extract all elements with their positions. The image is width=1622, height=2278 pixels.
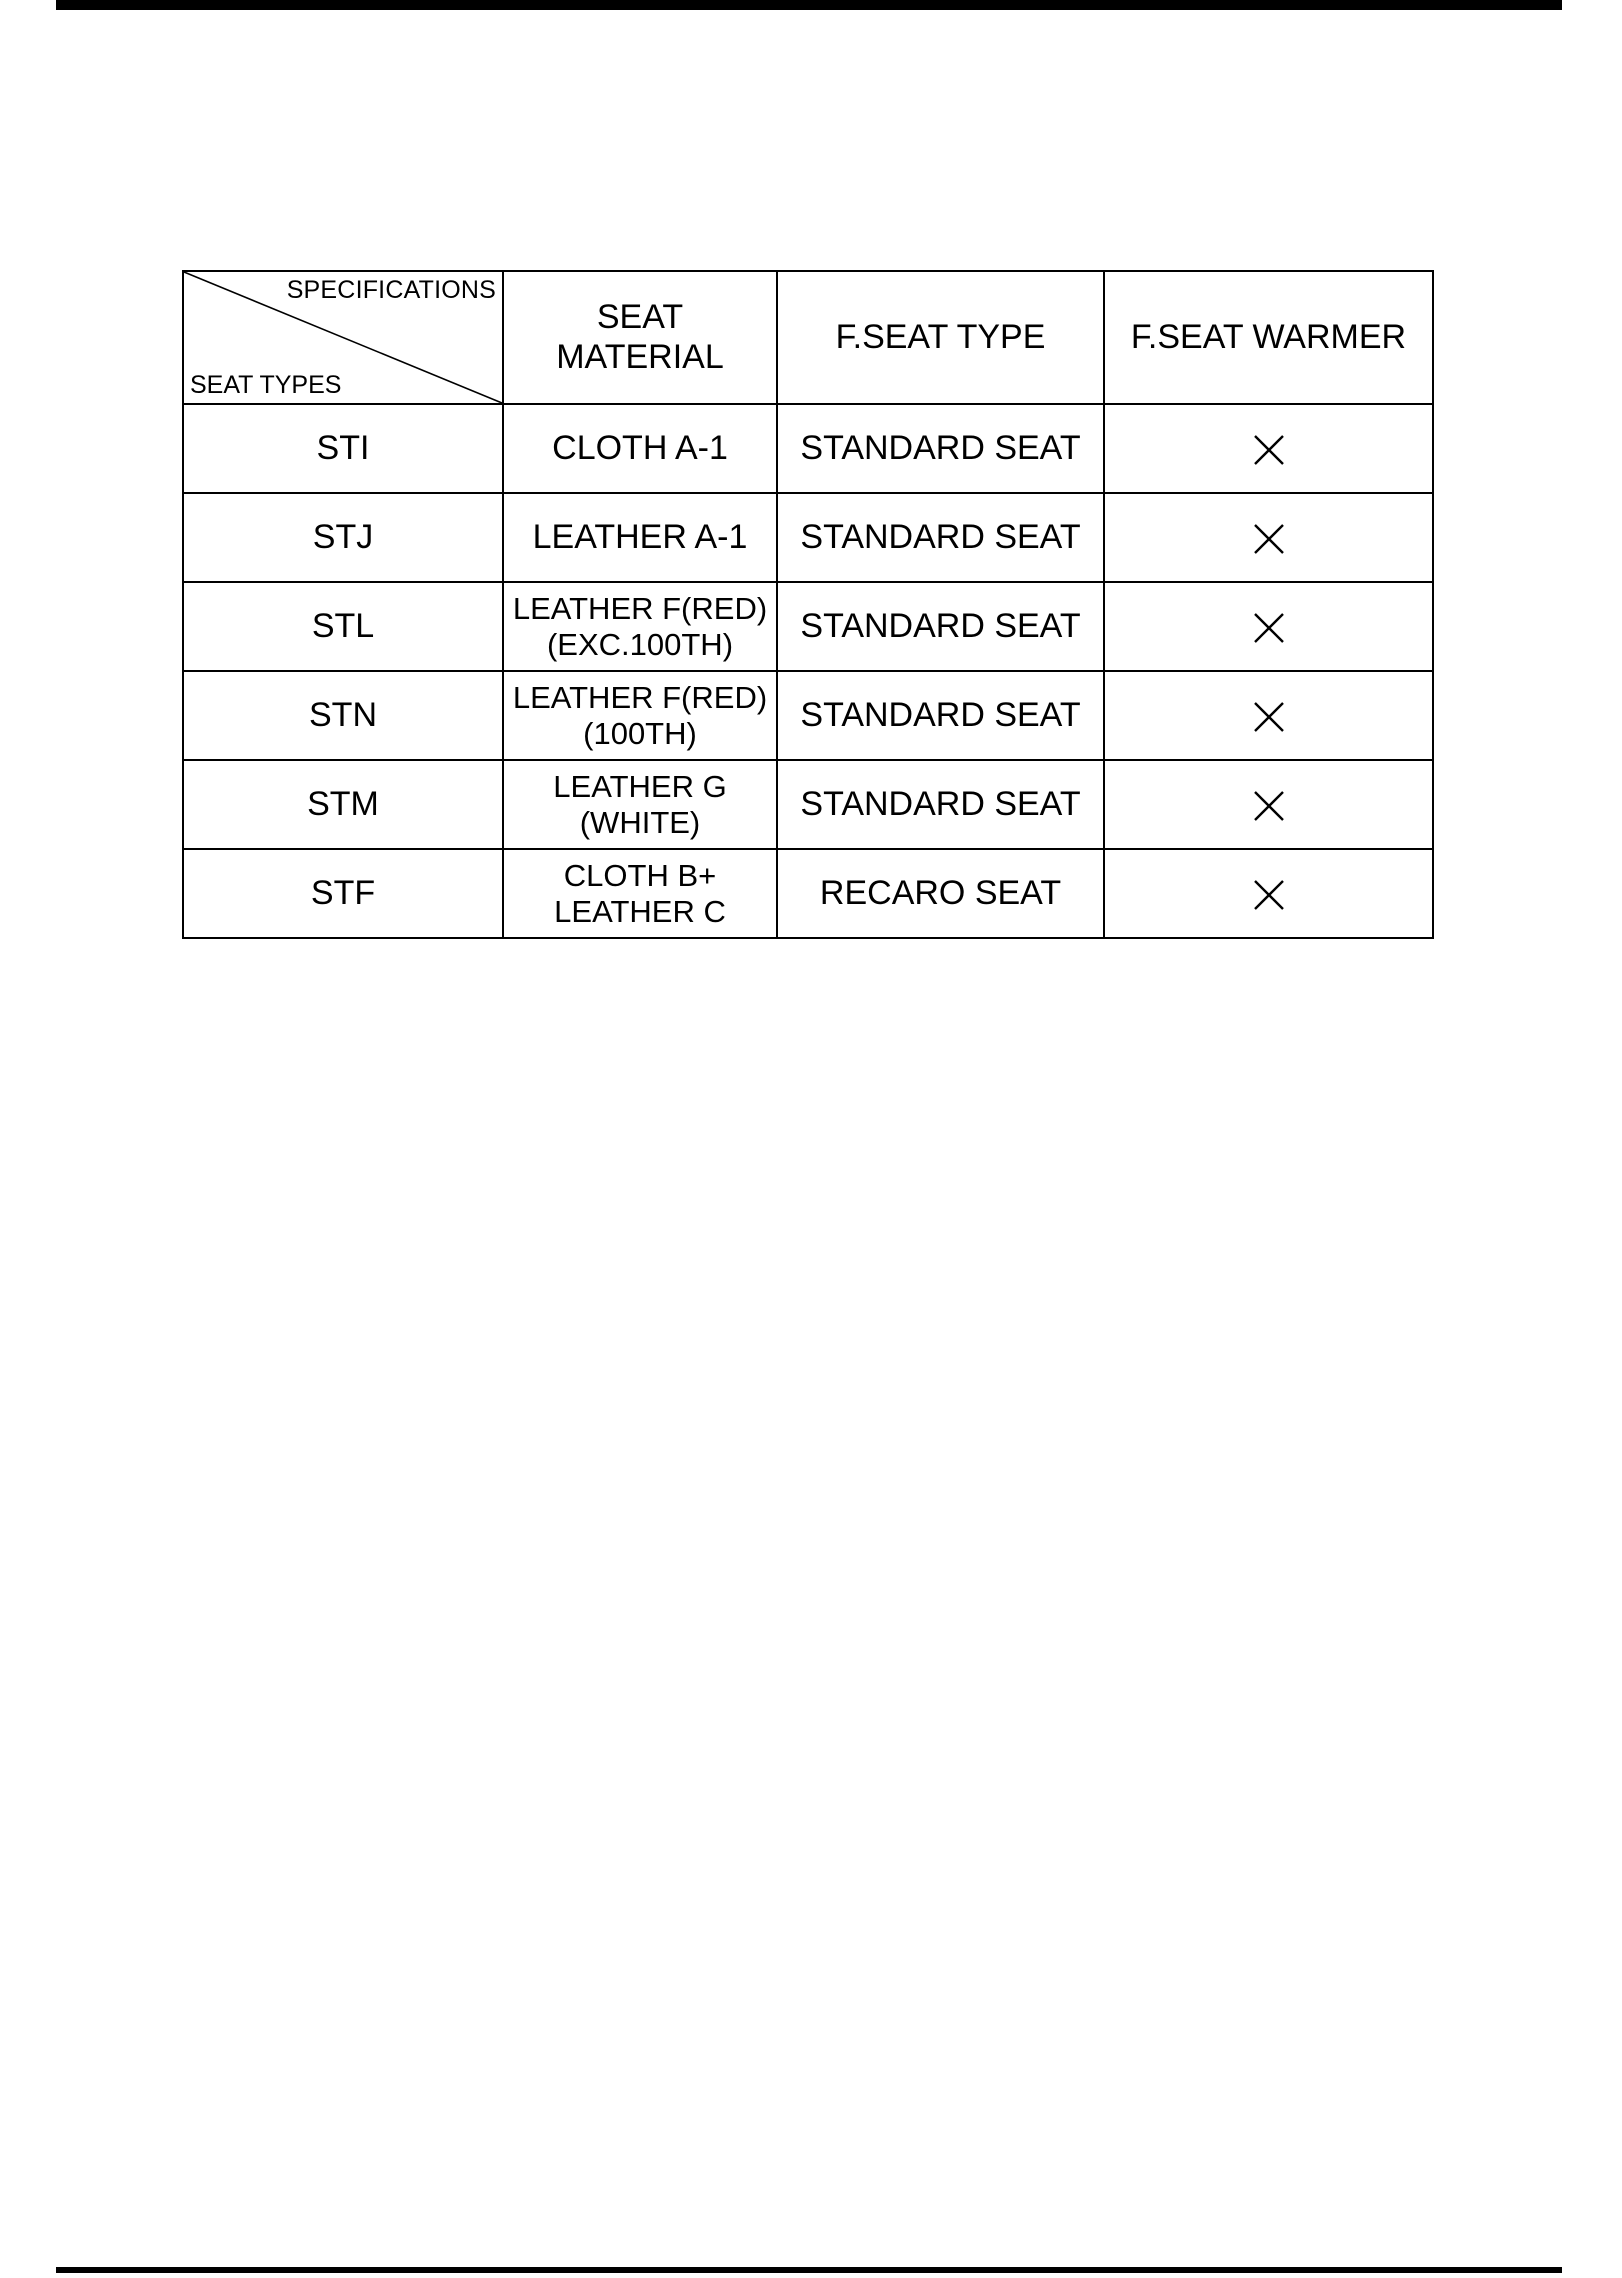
header-seat-warmer: F.SEAT WARMER — [1104, 271, 1433, 404]
seat-types-label: SEAT TYPES — [190, 371, 342, 400]
header-seat-material-line: SEAT — [596, 298, 684, 337]
table-row — [183, 582, 1433, 671]
table-row — [183, 671, 1433, 760]
seat-type-code: STJ — [183, 493, 503, 582]
seat-material-line: (WHITE) — [579, 804, 701, 840]
seat-material — [503, 760, 777, 849]
table-row — [183, 849, 1433, 938]
cross-icon — [1252, 522, 1286, 556]
seat-material — [503, 849, 777, 938]
front-seat-type: STANDARD SEAT — [777, 760, 1104, 849]
front-seat-warmer — [1104, 582, 1433, 671]
front-seat-warmer — [1104, 404, 1433, 493]
seat-material-line: (100TH) — [583, 715, 697, 751]
seat-type-code: STI — [183, 404, 503, 493]
front-seat-warmer — [1104, 493, 1433, 582]
top-rule — [56, 0, 1562, 10]
table-row — [183, 493, 1433, 582]
bottom-rule — [56, 2267, 1562, 2273]
seat-material-line: CLOTH A-1 — [552, 428, 728, 467]
table-row — [183, 404, 1433, 493]
front-seat-warmer — [1104, 671, 1433, 760]
seat-material-line: LEATHER C — [554, 893, 726, 929]
seat-material-line: LEATHER F(RED) — [512, 679, 768, 715]
cross-icon — [1252, 611, 1286, 645]
seat-type-code: STL — [183, 582, 503, 671]
front-seat-warmer — [1104, 760, 1433, 849]
front-seat-type: STANDARD SEAT — [777, 671, 1104, 760]
seat-material — [503, 582, 777, 671]
table-row — [183, 760, 1433, 849]
seat-type-code: STF — [183, 849, 503, 938]
seat-type-code: STM — [183, 760, 503, 849]
front-seat-warmer — [1104, 849, 1433, 938]
cross-icon — [1252, 700, 1286, 734]
specifications-label: SPECIFICATIONS — [286, 276, 496, 304]
front-seat-type: RECARO SEAT — [777, 849, 1104, 938]
table-header-row — [183, 271, 1433, 404]
seat-specification-table — [182, 270, 1434, 939]
seat-type-code: STN — [183, 671, 503, 760]
seat-material-line: CLOTH B+ — [563, 857, 717, 893]
corner-header-cell — [183, 271, 503, 404]
front-seat-type: STANDARD SEAT — [777, 404, 1104, 493]
seat-material-line: (EXC.100TH) — [546, 626, 734, 662]
cross-icon — [1252, 878, 1286, 912]
header-seat-material-line: MATERIAL — [556, 337, 724, 376]
front-seat-type: STANDARD SEAT — [777, 493, 1104, 582]
front-seat-type: STANDARD SEAT — [777, 582, 1104, 671]
header-seat-material — [503, 271, 777, 404]
cross-icon — [1252, 789, 1286, 823]
cross-icon — [1252, 433, 1286, 467]
seat-material-line: LEATHER F(RED) — [512, 590, 768, 626]
table-body — [183, 404, 1433, 938]
seat-material-line: LEATHER G — [553, 768, 727, 804]
seat-material-line: LEATHER A-1 — [532, 517, 748, 556]
header-seat-type: F.SEAT TYPE — [777, 271, 1104, 404]
seat-material — [503, 493, 777, 582]
seat-material — [503, 671, 777, 760]
seat-material — [503, 404, 777, 493]
